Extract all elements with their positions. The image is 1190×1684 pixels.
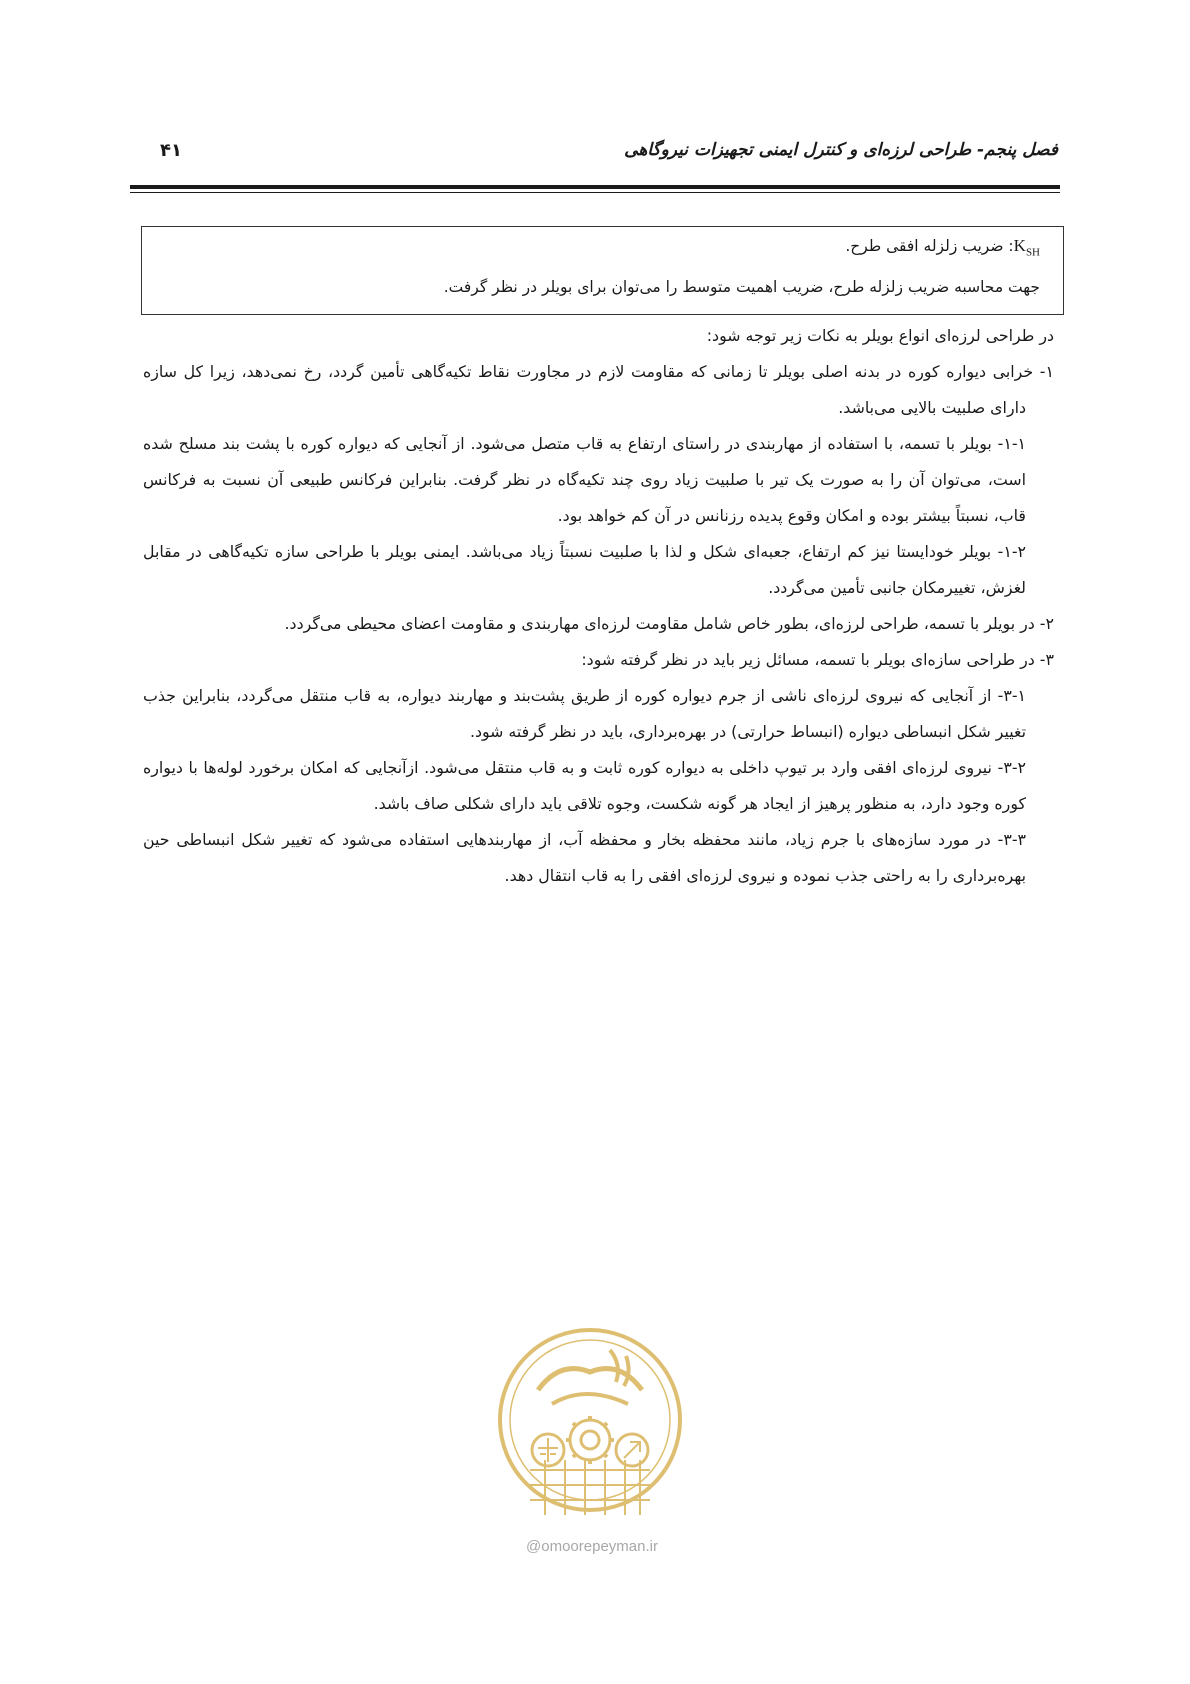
- intro-paragraph: در طراحی لرزه‌ای انواع بویلر به نکات زیر توجه شود:: [706, 326, 1054, 345]
- website-watermark: @omoorepeyman.ir: [526, 1538, 658, 1555]
- item-2: ۲- در بویلر با تسمه، طراحی لرزه‌ای، بطور خاص شامل مقاومت لرزه‌ای مهاربندی و مقاومت اعضای محیطی می‌گردد.: [284, 614, 1054, 633]
- item-3-3: ۳-۳- در مورد سازه‌های با جرم زیاد، مانند محفظه بخار و محفظه آب، از مهاربندهایی استفاده می‌شود که تغییر شکل انبساطی حین بهره‌برداری را به راحتی جذب نموده و نیروی لرزه‌ای افقی را به قاب انتقال دهد.: [143, 830, 1026, 885]
- page-number: ۴۱: [160, 140, 182, 161]
- ksh-symbol: $K_{SH}$: [1013, 236, 1040, 259]
- running-header-title: فصل پنجم- طراحی لرزه‌ای و کنترل ایمنی تجهیزات نیروگاهی: [624, 140, 1058, 160]
- definition-box: [141, 226, 1064, 315]
- item-1-1: ۱-۱- بویلر با تسمه، با استفاده از مهاربندی در راستای ارتفاع به قاب متصل می‌شود. از آنجایی که دیواره کوره با پشت بند مسلح شده است، می‌توان آن را به صورت یک تیر با صلبیت زیاد روی چند تکیه‌گاه در نظر گرفت. بنابراین فرکانس طبیعی آن نسبت به فرکانس قاب، نسبتاً بیشتر بوده و امکان وقوع پدیده رزنانس در آن کم خواهد بود.: [143, 434, 1026, 525]
- definition-line-ksh: [845, 236, 1040, 258]
- item-1: ۱- خرابی دیواره کوره در بدنه اصلی بویلر تا زمانی که مقاومت لازم در مجاورت نقاط تکیه‌گاهی تأمین گردد، رخ نمی‌دهد، زیرا کل سازه دارای صلبیت بالایی می‌باشد.: [143, 362, 1054, 417]
- item-1-2: ۱-۲- بویلر خودایستا نیز کم ارتفاع، جعبه‌ای شکل و لذا با صلبیت نسبتاً زیاد می‌باشد. ایمنی بویلر با طراحی سازه تکیه‌گاهی در مقابل لغزش، تغییرمکان جانبی تأمین می‌گردد.: [143, 542, 1026, 597]
- ksh-definition: : ضریب زلزله افقی طرح.: [845, 237, 1014, 255]
- item-3: ۳- در طراحی سازه‌ای بویلر با تسمه، مسائل زیر باید در نظر گرفته شود:: [581, 650, 1054, 669]
- body-text: [143, 318, 1054, 894]
- item-3-2: ۳-۲- نیروی لرزه‌ای افقی وارد بر تیوپ داخلی به دیواره کوره ثابت و به قاب منتقل می‌شود. ازآنجایی که امکان برخورد لوله‌ها با دیواره کوره وجود دارد، به منظور پرهیز از ایجاد هر گونه شکست، وجوه تلاقی باید دارای شکلی صاف باشد.: [143, 758, 1026, 813]
- importance-factor-note: جهت محاسبه ضریب زلزله طرح، ضریب اهمیت متوسط را می‌توان برای بویلر در نظر گرفت.: [443, 278, 1040, 296]
- header-rule-thick: [130, 185, 1060, 189]
- item-3-1: ۳-۱- از آنجایی که نیروی لرزه‌ای ناشی از جرم دیواره کوره از طریق پشت‌بند و مهاربند دیواره، به قاب منتقل می‌گردد، بنابراین جذب تغییر شکل انبساطی دیواره (انبساط حرارتی) در بهره‌برداری، باید در نظر گرفته شود.: [143, 686, 1026, 741]
- omoorepeyman-seal-logo: [490, 1320, 690, 1530]
- header-rule-thin: [130, 192, 1060, 193]
